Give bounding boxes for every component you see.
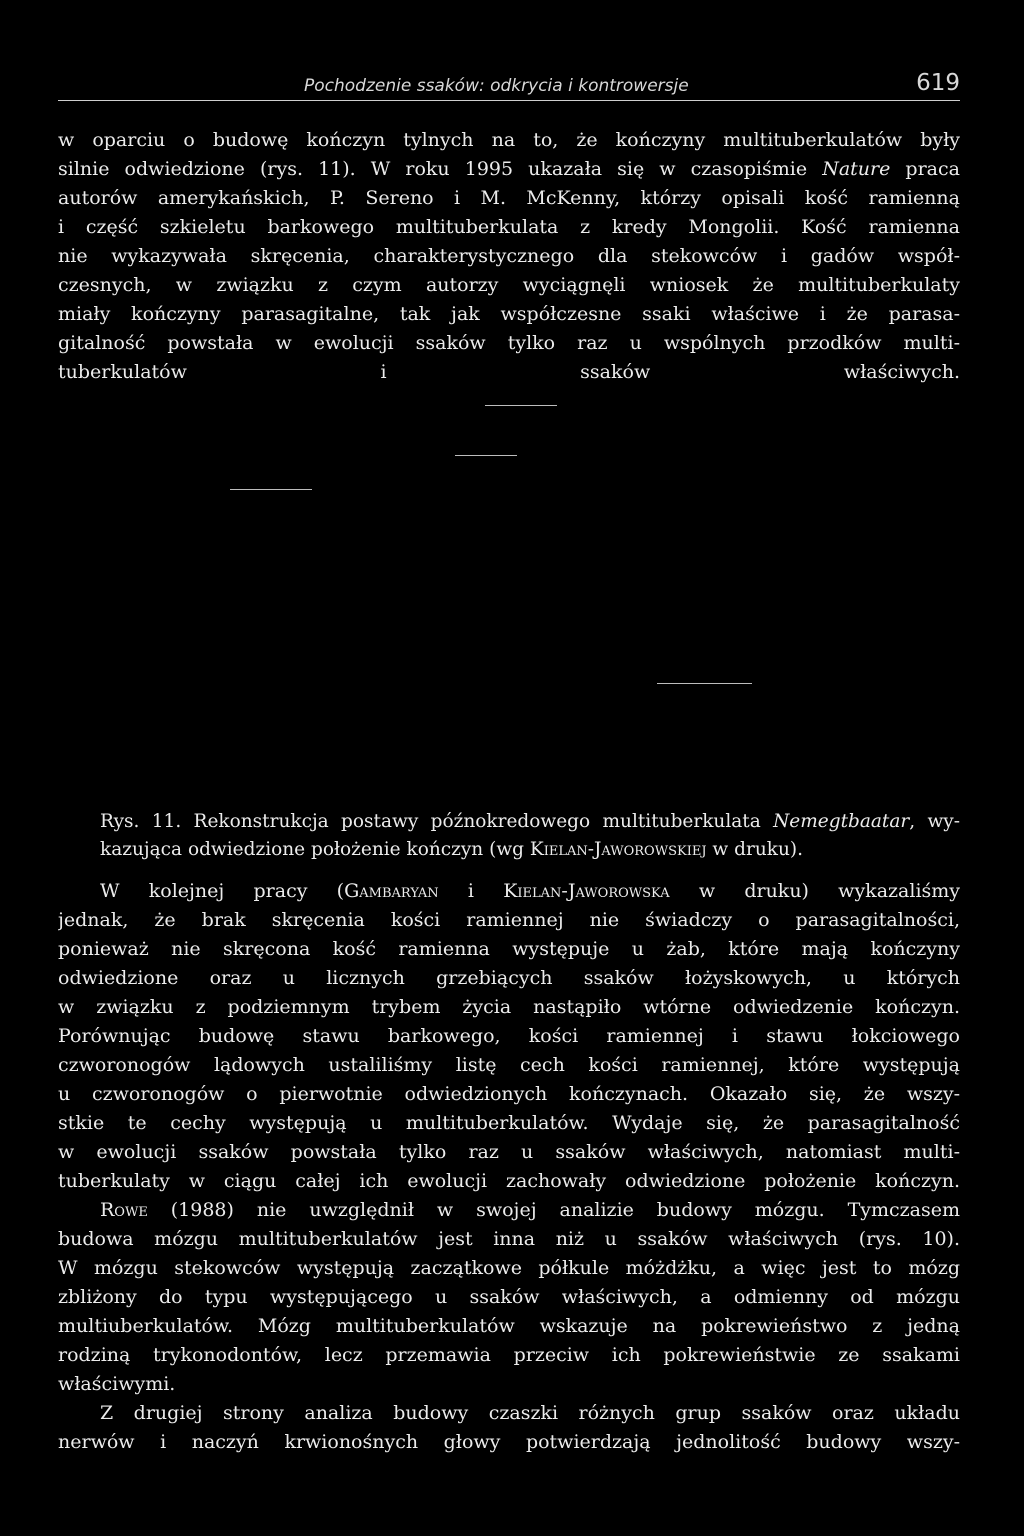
- running-title: Pochodzenie ssaków: odkrycia i kontrowersje: [304, 76, 689, 96]
- figure-stroke: [485, 405, 557, 406]
- text-line: stkie te cechy występują u multituberkulatów. Wydaje się, że parasagitalność: [58, 1112, 960, 1134]
- text-line: czesnych, w związku z czym autorzy wyciągnęli wniosek że multituberkulaty: [58, 274, 960, 296]
- text-line: nerwów i naczyń krwionośnych głowy potwierdzają jednolitość budowy wszy-: [58, 1431, 960, 1453]
- text-line: ponieważ nie skręcona kość ramienna występuje u żab, które mają kończyny: [58, 938, 960, 960]
- text-line: właściwymi.: [58, 1373, 176, 1395]
- text-line: gitalność powstała w ewolucji ssaków tylko raz u wspólnych przodków multi-: [58, 332, 960, 354]
- text-line: W kolejnej pracy (Gambaryan i Kielan-Jaworowska w druku) wykazaliśmy: [100, 880, 960, 902]
- text-line: i część szkieletu barkowego multituberkulata z kredy Mongolii. Kość ramienna: [58, 216, 960, 238]
- text-line: w ewolucji ssaków powstała tylko raz u ssaków właściwych, natomiast multi-: [58, 1141, 960, 1163]
- figure-stroke: [230, 489, 312, 490]
- text-line: w związku z podziemnym trybem życia nastąpiło wtórne odwiedzenie kończyn.: [58, 996, 960, 1018]
- text-line: tuberkulaty w ciągu całej ich ewolucji zachowały odwiedzione położenie kończyn.: [58, 1170, 960, 1192]
- text-line: autorów amerykańskich, P. Sereno i M. McKenny, którzy opisali kość ramienną: [58, 187, 960, 209]
- figure-stroke: [657, 683, 752, 684]
- text-line: rodziną trykonodontów, lecz przemawia przeciw ich pokrewieństwie ze ssakami: [58, 1344, 960, 1366]
- text-line: miały kończyny parasagitalne, tak jak współczesne ssaki właściwe i że parasa-: [58, 303, 960, 325]
- text-line: budowa mózgu multituberkulatów jest inna niż u ssaków właściwych (rys. 10).: [58, 1228, 960, 1250]
- text-line: jednak, że brak skręcenia kości ramiennej nie świadczy o parasagitalności,: [58, 909, 960, 931]
- page-number: 619: [916, 70, 960, 96]
- text-line: tuberkulatów i ssaków właściwych.: [58, 361, 960, 383]
- text-line: Rowe (1988) nie uwzględnił w swojej analizie budowy mózgu. Tymczasem: [100, 1199, 960, 1221]
- text-line: W mózgu stekowców występują zaczątkowe półkule móżdżku, a więc jest to mózg: [58, 1257, 960, 1279]
- text-line: multiuberkulatów. Mózg multituberkulatów wskazuje na pokrewieństwo z jedną: [58, 1315, 960, 1337]
- text-line: zbliżony do typu występującego u ssaków właściwych, a odmienny od mózgu: [58, 1286, 960, 1308]
- text-line: u czworonogów o pierwotnie odwiedzionych kończynach. Okazało się, że wszy-: [58, 1083, 960, 1105]
- text-line: odwiedzione oraz u licznych grzebiących ssaków łożyskowych, u których: [58, 967, 960, 989]
- text-line: w oparciu o budowę kończyn tylnych na to, że kończyny multituberkulatów były: [58, 129, 960, 151]
- caption-line: kazująca odwiedzione położenie kończyn (wg Kielan-Jaworowskiej w druku).: [100, 839, 803, 860]
- text-line: Z drugiej strony analiza budowy czaszki różnych grup ssaków oraz układu: [100, 1402, 960, 1424]
- text-line: Porównując budowę stawu barkowego, kości ramiennej i stawu łokciowego: [58, 1025, 960, 1047]
- text-line: czworonogów lądowych ustaliliśmy listę cech kości ramiennej, które występują: [58, 1054, 960, 1076]
- figure-stroke: [455, 455, 517, 456]
- page-header: [58, 70, 960, 101]
- text-line: nie wykazywała skręcenia, charakterystycznego dla stekowców i gadów współ-: [58, 245, 960, 267]
- caption-line: Rys. 11. Rekonstrukcja postawy późnokredowego multituberkulata Nemegtbaatar, wy-: [100, 811, 960, 832]
- text-line: silnie odwiedzione (rys. 11). W roku 1995 ukazała się w czasopiśmie Nature praca: [58, 158, 960, 180]
